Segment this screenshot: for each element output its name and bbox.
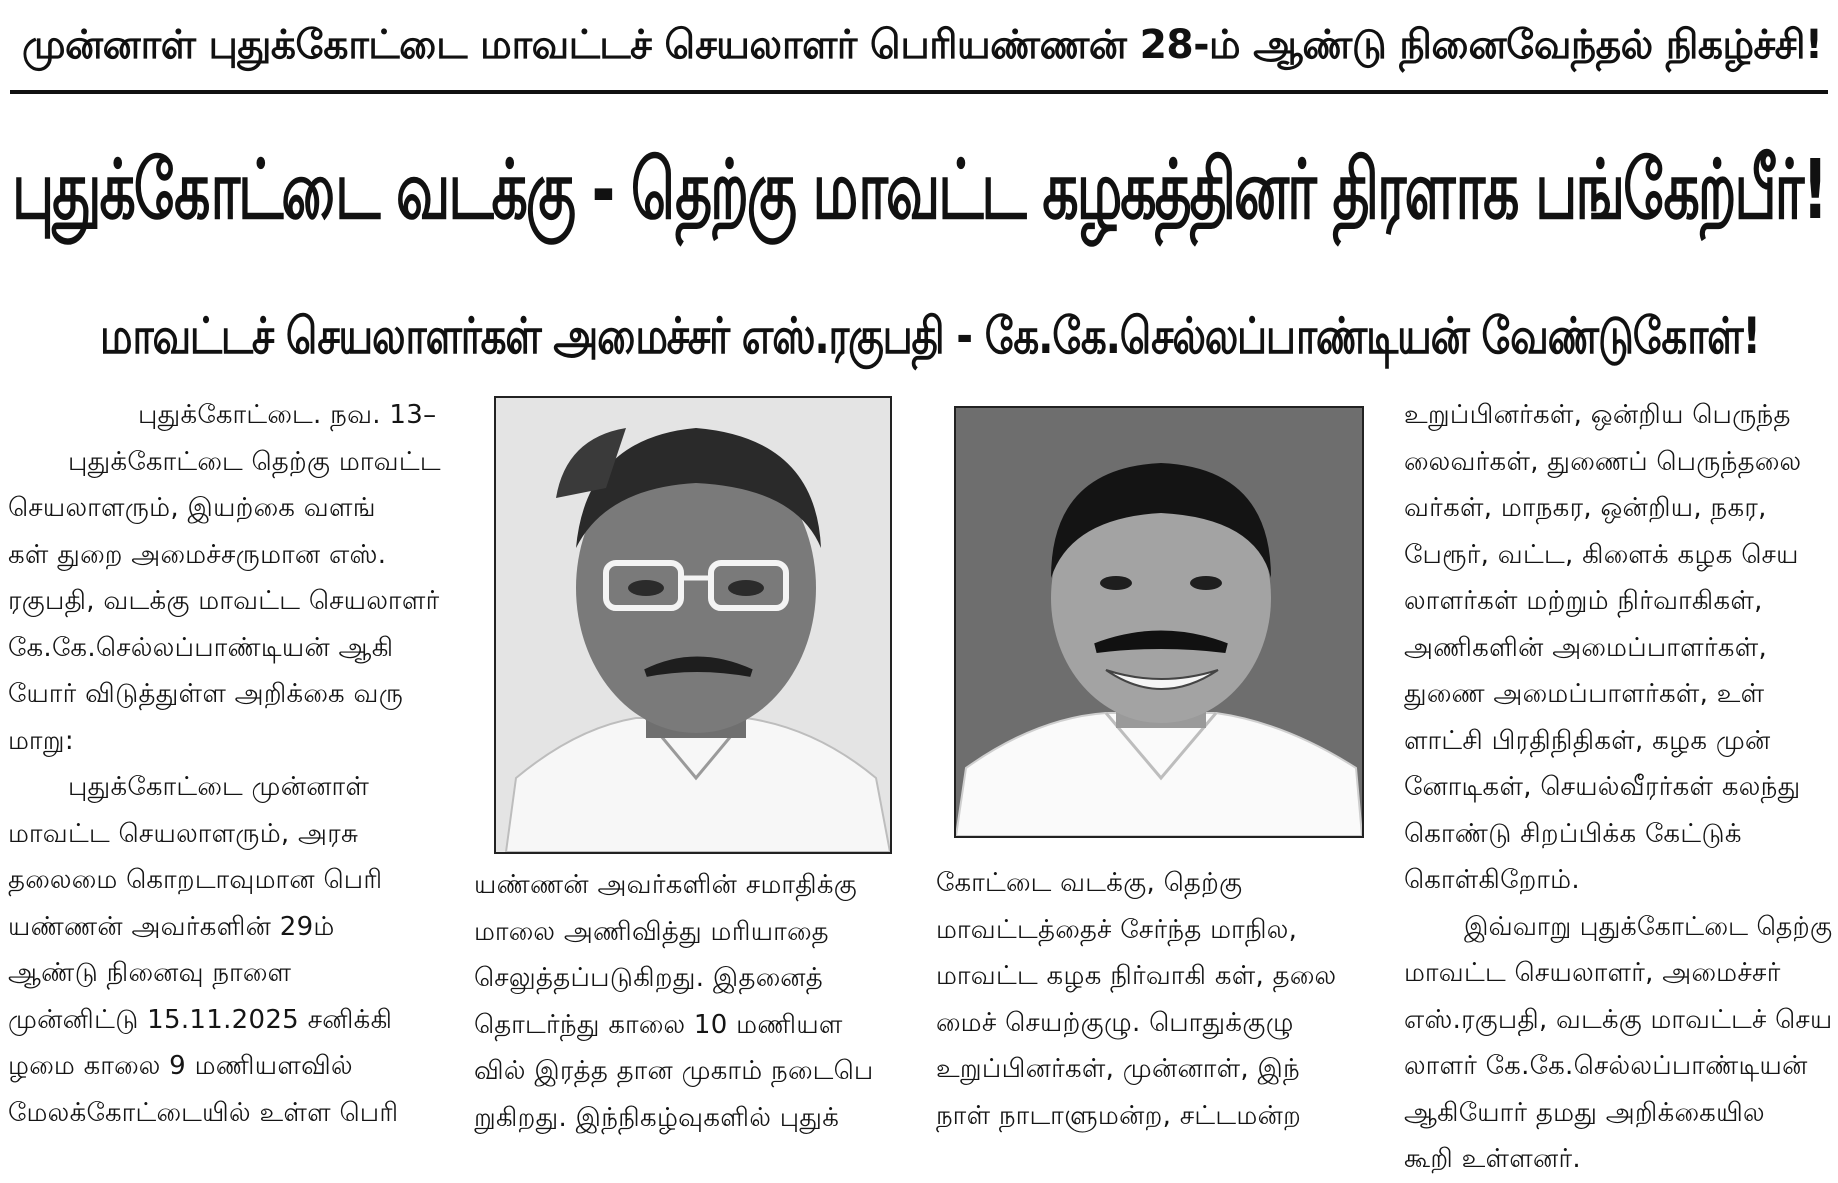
text-line bbox=[1404, 811, 1832, 858]
text-line bbox=[1404, 1090, 1832, 1137]
text-line bbox=[8, 485, 448, 532]
text-line bbox=[1404, 392, 1832, 439]
fitted-text: வில் இரத்த தான முகாம் நடைபெ bbox=[474, 1056, 874, 1086]
headline-rule bbox=[10, 90, 1828, 94]
fitted-text: மாறு: bbox=[8, 725, 74, 756]
text-line bbox=[8, 1090, 448, 1137]
fitted-text: நாள் நாடாளுமன்ற, சட்டமன்ற bbox=[936, 1100, 1302, 1131]
fitted-text: லாளர் கே.கே.செல்லப்பாண்டியன் bbox=[1404, 1051, 1808, 1081]
fitted-text: கே.கே.செல்லப்பாண்டியன் ஆகி bbox=[8, 632, 394, 663]
text-line bbox=[1404, 532, 1832, 579]
text-line bbox=[1404, 671, 1832, 718]
fitted-text: துணை அமைப்பாளர்கள், உள் bbox=[1404, 679, 1765, 709]
text-line bbox=[8, 811, 448, 858]
text-line bbox=[1404, 950, 1832, 997]
fitted-text: கோட்டை வடக்கு, தெற்கு bbox=[936, 868, 1243, 898]
fitted-text: பேரூர், வட்ட, கிளைக் கழக செய bbox=[1404, 539, 1799, 570]
fitted-text: மாவட்டத்தைச் சேர்ந்த மாநில, bbox=[936, 914, 1298, 945]
text-line bbox=[936, 1000, 1370, 1047]
fitted-text: யண்ணன் அவர்களின் சமாதிக்கு bbox=[474, 870, 858, 900]
fitted-text: செயலாளரும், இயற்கை வளங் bbox=[8, 493, 376, 523]
fitted-text: அணிகளின் அமைப்பாளர்கள், bbox=[1404, 632, 1768, 663]
text-line bbox=[1404, 997, 1832, 1044]
text-line bbox=[1404, 764, 1832, 811]
fitted-text: றுகிறது. இந்நிகழ்வுகளில் புதுக் bbox=[474, 1102, 840, 1133]
text-line bbox=[8, 439, 448, 486]
portrait-illustration bbox=[496, 398, 890, 852]
text-line bbox=[1404, 904, 1832, 951]
fitted-text: மாவட்டச் செயலாளர்கள் அமைச்சர் எஸ்.ரகுபதி - கே.கே.செல்லப்பாண்டியன் வேண்டுகோள்! bbox=[100, 307, 1760, 365]
fitted-text: தொடர்ந்து காலை 10 மணியள bbox=[474, 1009, 843, 1040]
article-column-2 bbox=[474, 862, 910, 1141]
text-line bbox=[1404, 485, 1832, 532]
portrait-illustration bbox=[956, 408, 1362, 836]
text-line bbox=[1404, 578, 1832, 625]
fitted-text: எஸ்.ரகுபதி, வடக்கு மாவட்டச் செய bbox=[1404, 1004, 1832, 1035]
fitted-text: மாவட்ட செயலாளர், அமைச்சர் bbox=[1404, 958, 1781, 988]
text-line bbox=[474, 1002, 910, 1049]
fitted-text: புதுக்கோட்டை. நவ. 13– bbox=[138, 400, 437, 430]
fitted-text: ழமை காலை 9 மணியளவில் bbox=[8, 1051, 353, 1081]
fitted-text: மாவட்ட கழக நிர்வாகி கள், தலை bbox=[936, 961, 1337, 991]
text-line bbox=[8, 671, 448, 718]
fitted-text: முன்னிட்டு 15.11.2025 சனிக்கி bbox=[8, 1004, 393, 1035]
fitted-text: கள் துறை அமைச்சருமான எஸ். bbox=[8, 539, 387, 570]
fitted-text: லைவர்கள், துணைப் பெருந்தலை bbox=[1404, 446, 1802, 477]
text-line bbox=[474, 1095, 910, 1142]
text-line bbox=[8, 764, 448, 811]
fitted-text: மாவட்ட செயலாளரும், அரசு bbox=[8, 818, 359, 849]
text-line bbox=[474, 909, 910, 956]
fitted-text: கொள்கிறோம். bbox=[1404, 865, 1580, 895]
fitted-text: னோடிகள், செயல்வீரர்கள் கலந்து bbox=[1404, 772, 1801, 802]
kicker-headline bbox=[22, 8, 1822, 82]
fitted-text: ஆண்டு நினைவு நாளை bbox=[8, 958, 292, 988]
fitted-text: மைச் செயற்குழு. பொதுக்குழு bbox=[936, 1007, 1294, 1038]
fitted-text: யோர் விடுத்துள்ள அறிக்கை வரு bbox=[8, 679, 404, 709]
text-line bbox=[8, 950, 448, 997]
fitted-text: புதுக்கோட்டை முன்னாள் bbox=[68, 772, 370, 802]
text-line bbox=[1404, 1043, 1832, 1090]
text-line bbox=[936, 1093, 1370, 1140]
text-line bbox=[936, 907, 1370, 954]
fitted-text: ஆகியோர் தமது அறிக்கையில bbox=[1404, 1097, 1765, 1128]
text-line bbox=[8, 904, 448, 951]
sub-headline bbox=[100, 288, 1760, 384]
text-line bbox=[1404, 1136, 1832, 1183]
text-line bbox=[8, 578, 448, 625]
text-line bbox=[474, 1048, 910, 1095]
text-line bbox=[936, 953, 1370, 1000]
fitted-text: கூறி உள்ளனர். bbox=[1404, 1144, 1581, 1174]
fitted-text: முன்னாள் புதுக்கோட்டை மாவட்டச் செயலாளர் பெரியண்ணன் 28-ம் ஆண்டு நினைவேந்தல் நிகழ்ச்சி! bbox=[22, 22, 1822, 68]
main-headline bbox=[12, 106, 1826, 276]
dateline bbox=[8, 392, 448, 439]
fitted-text: புதுக்கோட்டை தெற்கு மாவட்ட bbox=[68, 446, 441, 477]
article-column-1 bbox=[8, 392, 448, 1136]
fitted-text: தலைமை கொறடாவுமான பெரி bbox=[8, 865, 383, 895]
fitted-text: மாலை அணிவித்து மரியாதை bbox=[474, 916, 829, 947]
fitted-text: வர்கள், மாநகர, ஒன்றிய, நகர, bbox=[1404, 493, 1767, 523]
fitted-text: உறுப்பினர்கள், ஒன்றிய பெருந்த bbox=[1404, 400, 1791, 430]
fitted-text: கொண்டு சிறப்பிக்க கேட்டுக் bbox=[1404, 818, 1742, 849]
portrait-photo-raghupathy bbox=[494, 396, 892, 854]
text-line bbox=[8, 1043, 448, 1090]
fitted-text: புதுக்கோட்டை வடக்கு - தெற்கு மாவட்ட கழகத்தினர் திரளாக பங்கேற்பீர்! bbox=[12, 143, 1826, 238]
article-column-3 bbox=[936, 860, 1370, 1139]
text-line bbox=[8, 997, 448, 1044]
fitted-text: மேலக்கோட்டையில் உள்ள பெரி bbox=[8, 1097, 399, 1128]
text-line bbox=[1404, 439, 1832, 486]
text-line bbox=[474, 862, 910, 909]
text-line bbox=[936, 1046, 1370, 1093]
article-column-4 bbox=[1404, 392, 1832, 1183]
portrait-photo-sellapandian bbox=[954, 406, 1364, 838]
text-line bbox=[8, 625, 448, 672]
fitted-text: லாளர்கள் மற்றும் நிர்வாகிகள், bbox=[1404, 586, 1763, 616]
fitted-text: இவ்வாறு புதுக்கோட்டை தெற்கு bbox=[1464, 911, 1832, 942]
fitted-text: உறுப்பினர்கள், முன்னாள், இந் bbox=[936, 1054, 1301, 1084]
text-line bbox=[936, 860, 1370, 907]
text-line bbox=[8, 857, 448, 904]
fitted-text: ரகுபதி, வடக்கு மாவட்ட செயலாளர் bbox=[8, 586, 440, 616]
text-line bbox=[8, 532, 448, 579]
text-line bbox=[1404, 625, 1832, 672]
fitted-text: செலுத்தப்படுகிறது. இதனைத் bbox=[474, 963, 824, 993]
text-line bbox=[1404, 857, 1832, 904]
fitted-text: யண்ணன் அவர்களின் 29ம் bbox=[8, 911, 335, 942]
text-line bbox=[8, 718, 448, 765]
text-line bbox=[474, 955, 910, 1002]
fitted-text: ளாட்சி பிரதிநிதிகள், கழக முன் bbox=[1404, 725, 1771, 756]
text-line bbox=[1404, 718, 1832, 765]
